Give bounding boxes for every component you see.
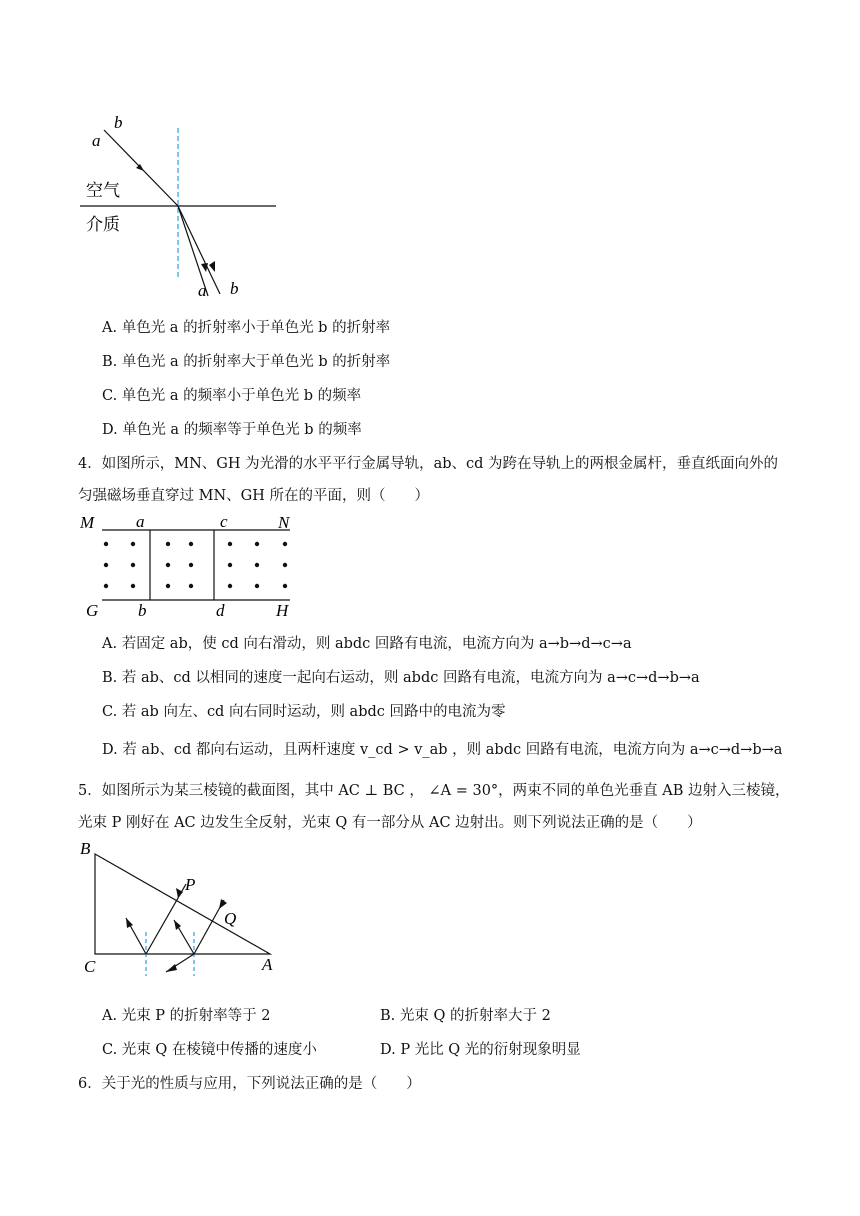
option-text: 若 ab 向左、cd 向右同时运动，则 abdc 回路中的电流为零 (121, 704, 506, 720)
q4-stem-line1: 4．如图所示，MN、GH 为光滑的水平平行金属导轨，ab、cd 为跨在导轨上的两根金属杆，垂直纸面向外的 (78, 456, 779, 472)
rails-figure (80, 512, 310, 618)
ray-label-b-top: b (114, 113, 123, 132)
q4-option-a[interactable] (102, 632, 632, 653)
beam-Q: Q (224, 909, 237, 928)
option-text: 单色光 a 的频率小于单色光 b 的频率 (121, 388, 362, 404)
label-M: M (80, 513, 95, 532)
option-text: P 光比 Q 光的衍射现象明显 (400, 1042, 581, 1058)
q3-option-b[interactable] (102, 350, 390, 371)
q5-stem-line2: 光束 P 刚好在 AC 边发生全反射，光束 Q 有一部分从 AC 边射出。则下列说法正确的是（ ） (78, 815, 702, 831)
option-key: B. (102, 354, 118, 370)
q4-option-d[interactable] (102, 738, 782, 759)
q5-option-b[interactable] (380, 1004, 551, 1025)
beam-P: P (185, 875, 196, 894)
option-key: A. (102, 636, 118, 652)
q6-stem: 6．关于光的性质与应用，下列说法正确的是（ ） (78, 1076, 421, 1092)
ray-label-b-bottom: b (230, 279, 239, 298)
label-c: c (220, 512, 228, 531)
q3-option-a[interactable] (102, 316, 390, 337)
option-text: 单色光 a 的频率等于单色光 b 的频率 (122, 422, 362, 438)
option-text: 若 ab、cd 都向右运动，且两杆速度 v_cd > v_ab ，则 abdc 回路有电流，电流方向为 a→c→d→b→a (122, 742, 783, 758)
air-label: 空气 (86, 181, 120, 201)
option-text: 光束 Q 的折射率大于 2 (399, 1008, 551, 1024)
option-key: B. (380, 1008, 396, 1024)
label-G: G (86, 601, 99, 618)
label-d: d (216, 601, 225, 618)
option-text: 若 ab、cd 以相同的速度一起向右运动，则 abdc 回路有电流，电流方向为 a→c→d→b→a (121, 670, 700, 686)
q5-option-a[interactable] (102, 1004, 271, 1025)
option-key: B. (102, 670, 118, 686)
option-text: 单色光 a 的折射率小于单色光 b 的折射率 (121, 320, 391, 336)
label-H: H (276, 601, 289, 618)
medium-label: 介质 (86, 215, 120, 235)
vertex-B: B (80, 840, 91, 858)
q4-option-b[interactable] (102, 666, 700, 687)
q3-option-d[interactable] (102, 418, 362, 439)
q4-stem-line2: 匀强磁场垂直穿过 MN、GH 所在的平面，则（ ） (78, 488, 429, 504)
option-text: 若固定 ab，使 cd 向右滑动，则 abdc 回路有电流，电流方向为 a→b→d→c→a (121, 636, 632, 652)
label-b: b (138, 601, 147, 618)
option-key: C. (102, 1042, 118, 1058)
q5-option-c[interactable] (102, 1038, 317, 1059)
label-N: N (278, 513, 290, 532)
option-key: A. (102, 320, 118, 336)
vertex-C: C (84, 957, 96, 976)
q3-option-c[interactable] (102, 384, 361, 405)
option-key: D. (102, 422, 118, 438)
option-text: 光束 Q 在棱镜中传播的速度小 (121, 1042, 317, 1058)
option-key: C. (102, 388, 118, 404)
option-key: C. (102, 704, 118, 720)
ray-label-a-top: a (92, 131, 101, 150)
magnetic-field-dots (104, 542, 287, 588)
q4-option-c[interactable] (102, 700, 506, 721)
q5-option-d[interactable] (380, 1038, 581, 1059)
option-text: 光束 P 的折射率等于 2 (121, 1008, 271, 1024)
option-text: 单色光 a 的折射率大于单色光 b 的折射率 (121, 354, 391, 370)
label-a: a (136, 512, 145, 531)
ray-label-a-bottom: a (198, 281, 207, 300)
refraction-figure (78, 110, 288, 302)
option-key: D. (102, 742, 118, 758)
vertex-A: A (262, 955, 273, 974)
q5-stem-line1: 5．如图所示为某三棱镜的截面图，其中 AC ⊥ BC ， ∠A = 30°，两束不同的单色光垂直 AB 边射入三棱镜， (78, 783, 790, 799)
option-key: A. (102, 1008, 118, 1024)
prism-figure (80, 840, 290, 980)
option-key: D. (380, 1042, 396, 1058)
